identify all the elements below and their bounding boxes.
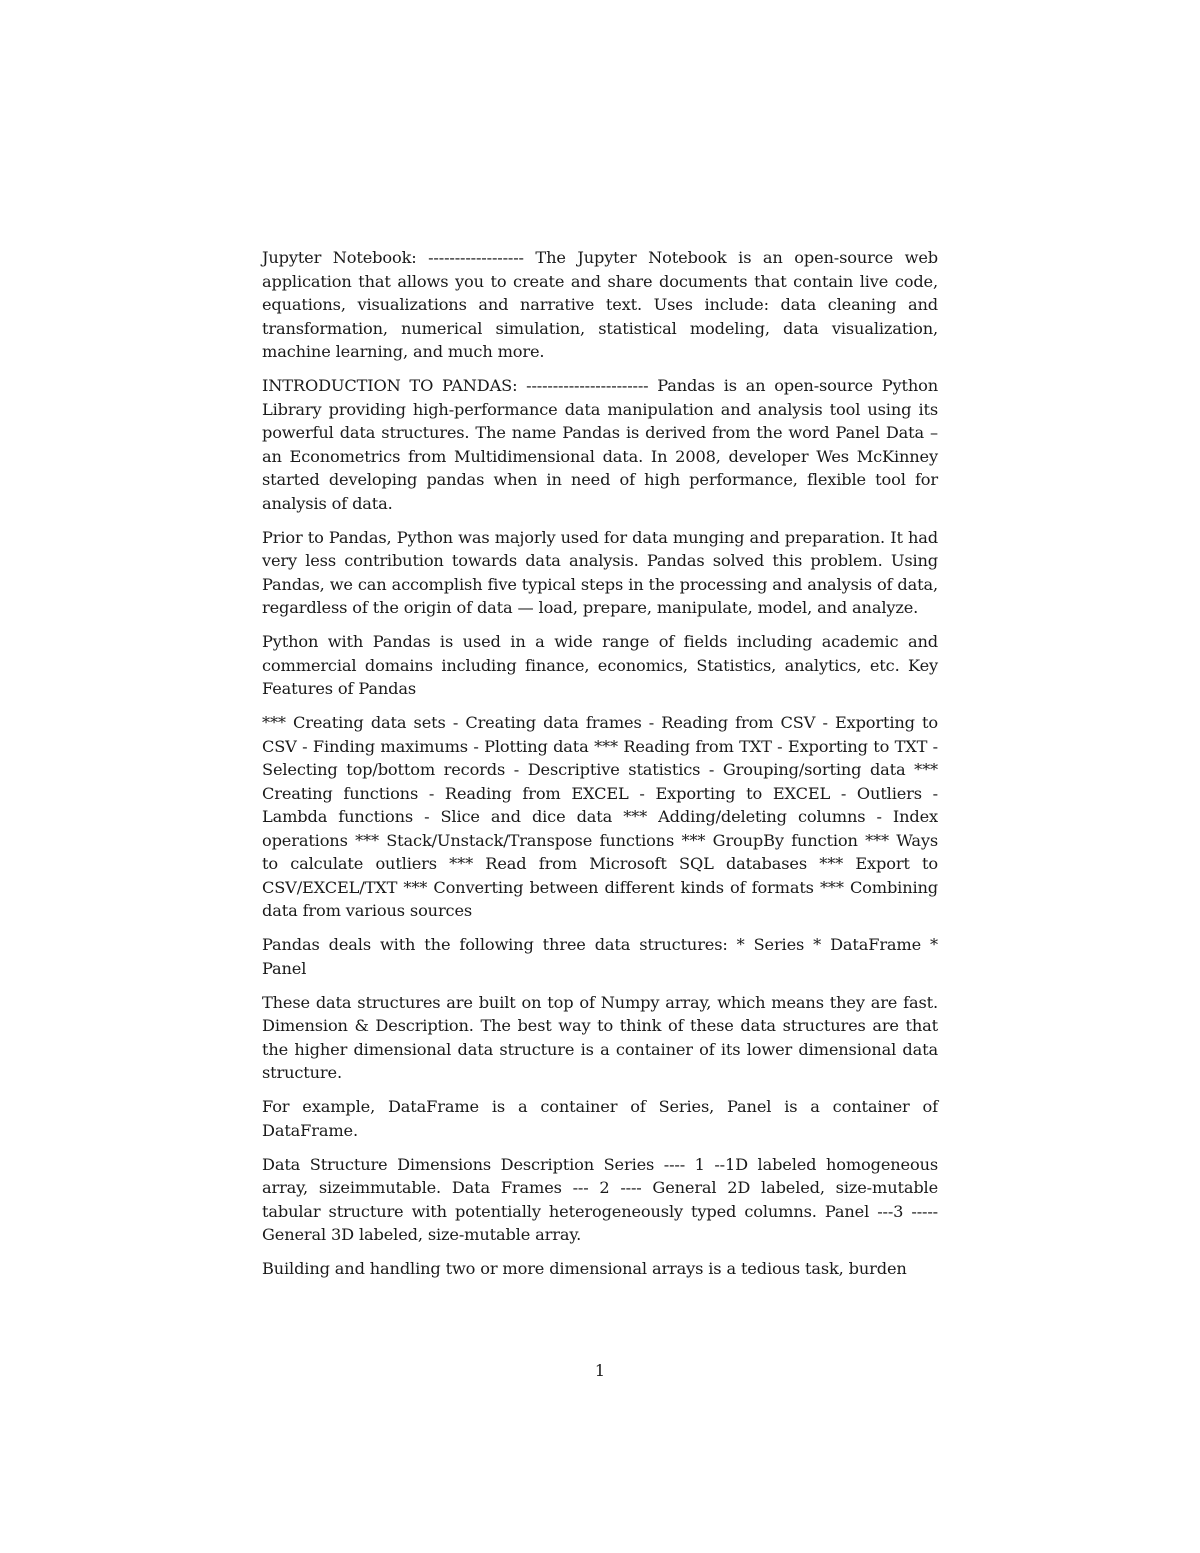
paragraph-example: For example, DataFrame is a container of Series, Panel is a container of DataFrame.: [262, 1097, 938, 1140]
paragraph-python-with-pandas: Python with Pandas is used in a wide range of fields including academic and commercial domains including finance, economics, Statistics, analytics, etc. Key Features of Pandas: [262, 632, 938, 698]
paragraph-intro-pandas: INTRODUCTION TO PANDAS: ----------------------- Pandas is an open-source Python Library providing high-performance data manipulation and analysis tool using its powerful data structures. The name Pandas is derived from the word Panel Data – an Econometrics from Multidimensional data. In 2008, developer Wes McKinney started developing pandas when in need of high performance, flexible tool for analysis of data.: [262, 376, 938, 513]
paragraph-dimensions-description: Data Structure Dimensions Description Series ---- 1 --1D labeled homogeneous array, sizeimmutable. Data Frames --- 2 ---- General 2D labeled, size-mutable tabular structure with potentially heterogeneously typed columns. Panel ---3 -----General 3D labeled, size-mutable array.: [262, 1154, 938, 1244]
paragraph-prior-to-pandas: Prior to Pandas, Python was majorly used for data munging and preparation. It had very less contribution towards data analysis. Pandas solved this problem. Using Pandas, we can accomplish five typical steps in the processing and analysis of data, regardless of the origin of data — load, prepare, manipulate, model, and analyze.: [262, 527, 938, 617]
paragraph-key-features: *** Creating data sets - Creating data frames - Reading from CSV - Exporting to CSV - Finding maximums - Plotting data *** Reading from TXT - Exporting to TXT - Selecting top/bottom records - Descriptive statistics - Grouping/sorting data *** Creating functions - Reading from EXCEL - Exporting to EXCEL - Outliers - Lambda functions - Slice and dice data *** Adding/deleting columns - Index operations *** Stack/Unstack/Transpose functions *** GroupBy function *** Ways to calculate outliers *** Read from Microsoft SQL databases *** Export to CSV/EXCEL/TXT *** Converting between different kinds of formats *** Combining data from various sources: [262, 713, 938, 920]
paragraph-data-structures: Pandas deals with the following three data structures: * Series * DataFrame * Panel: [262, 935, 938, 978]
paragraph-building-arrays: Building and handling two or more dimensional arrays is a tedious task, burden: [262, 1259, 907, 1278]
page-number: 1: [594, 1361, 606, 1380]
paragraph-numpy-array: These data structures are built on top of Numpy array, which means they are fast. Dimension & Description. The best way to think of these data structures are that the higher dimensional data structure is a container of its lower dimensional data structure.: [262, 992, 938, 1082]
paragraph-jupyter-notebook: Jupyter Notebook: ------------------ The Jupyter Notebook is an open-source web application that allows you to create and share documents that contain live code, equations, visualizations and narrative text. Uses include: data cleaning and transformation, numerical simulation, statistical modeling, data visualization, machine learning, and much more.: [262, 248, 938, 361]
body-text: [262, 246, 938, 1291]
